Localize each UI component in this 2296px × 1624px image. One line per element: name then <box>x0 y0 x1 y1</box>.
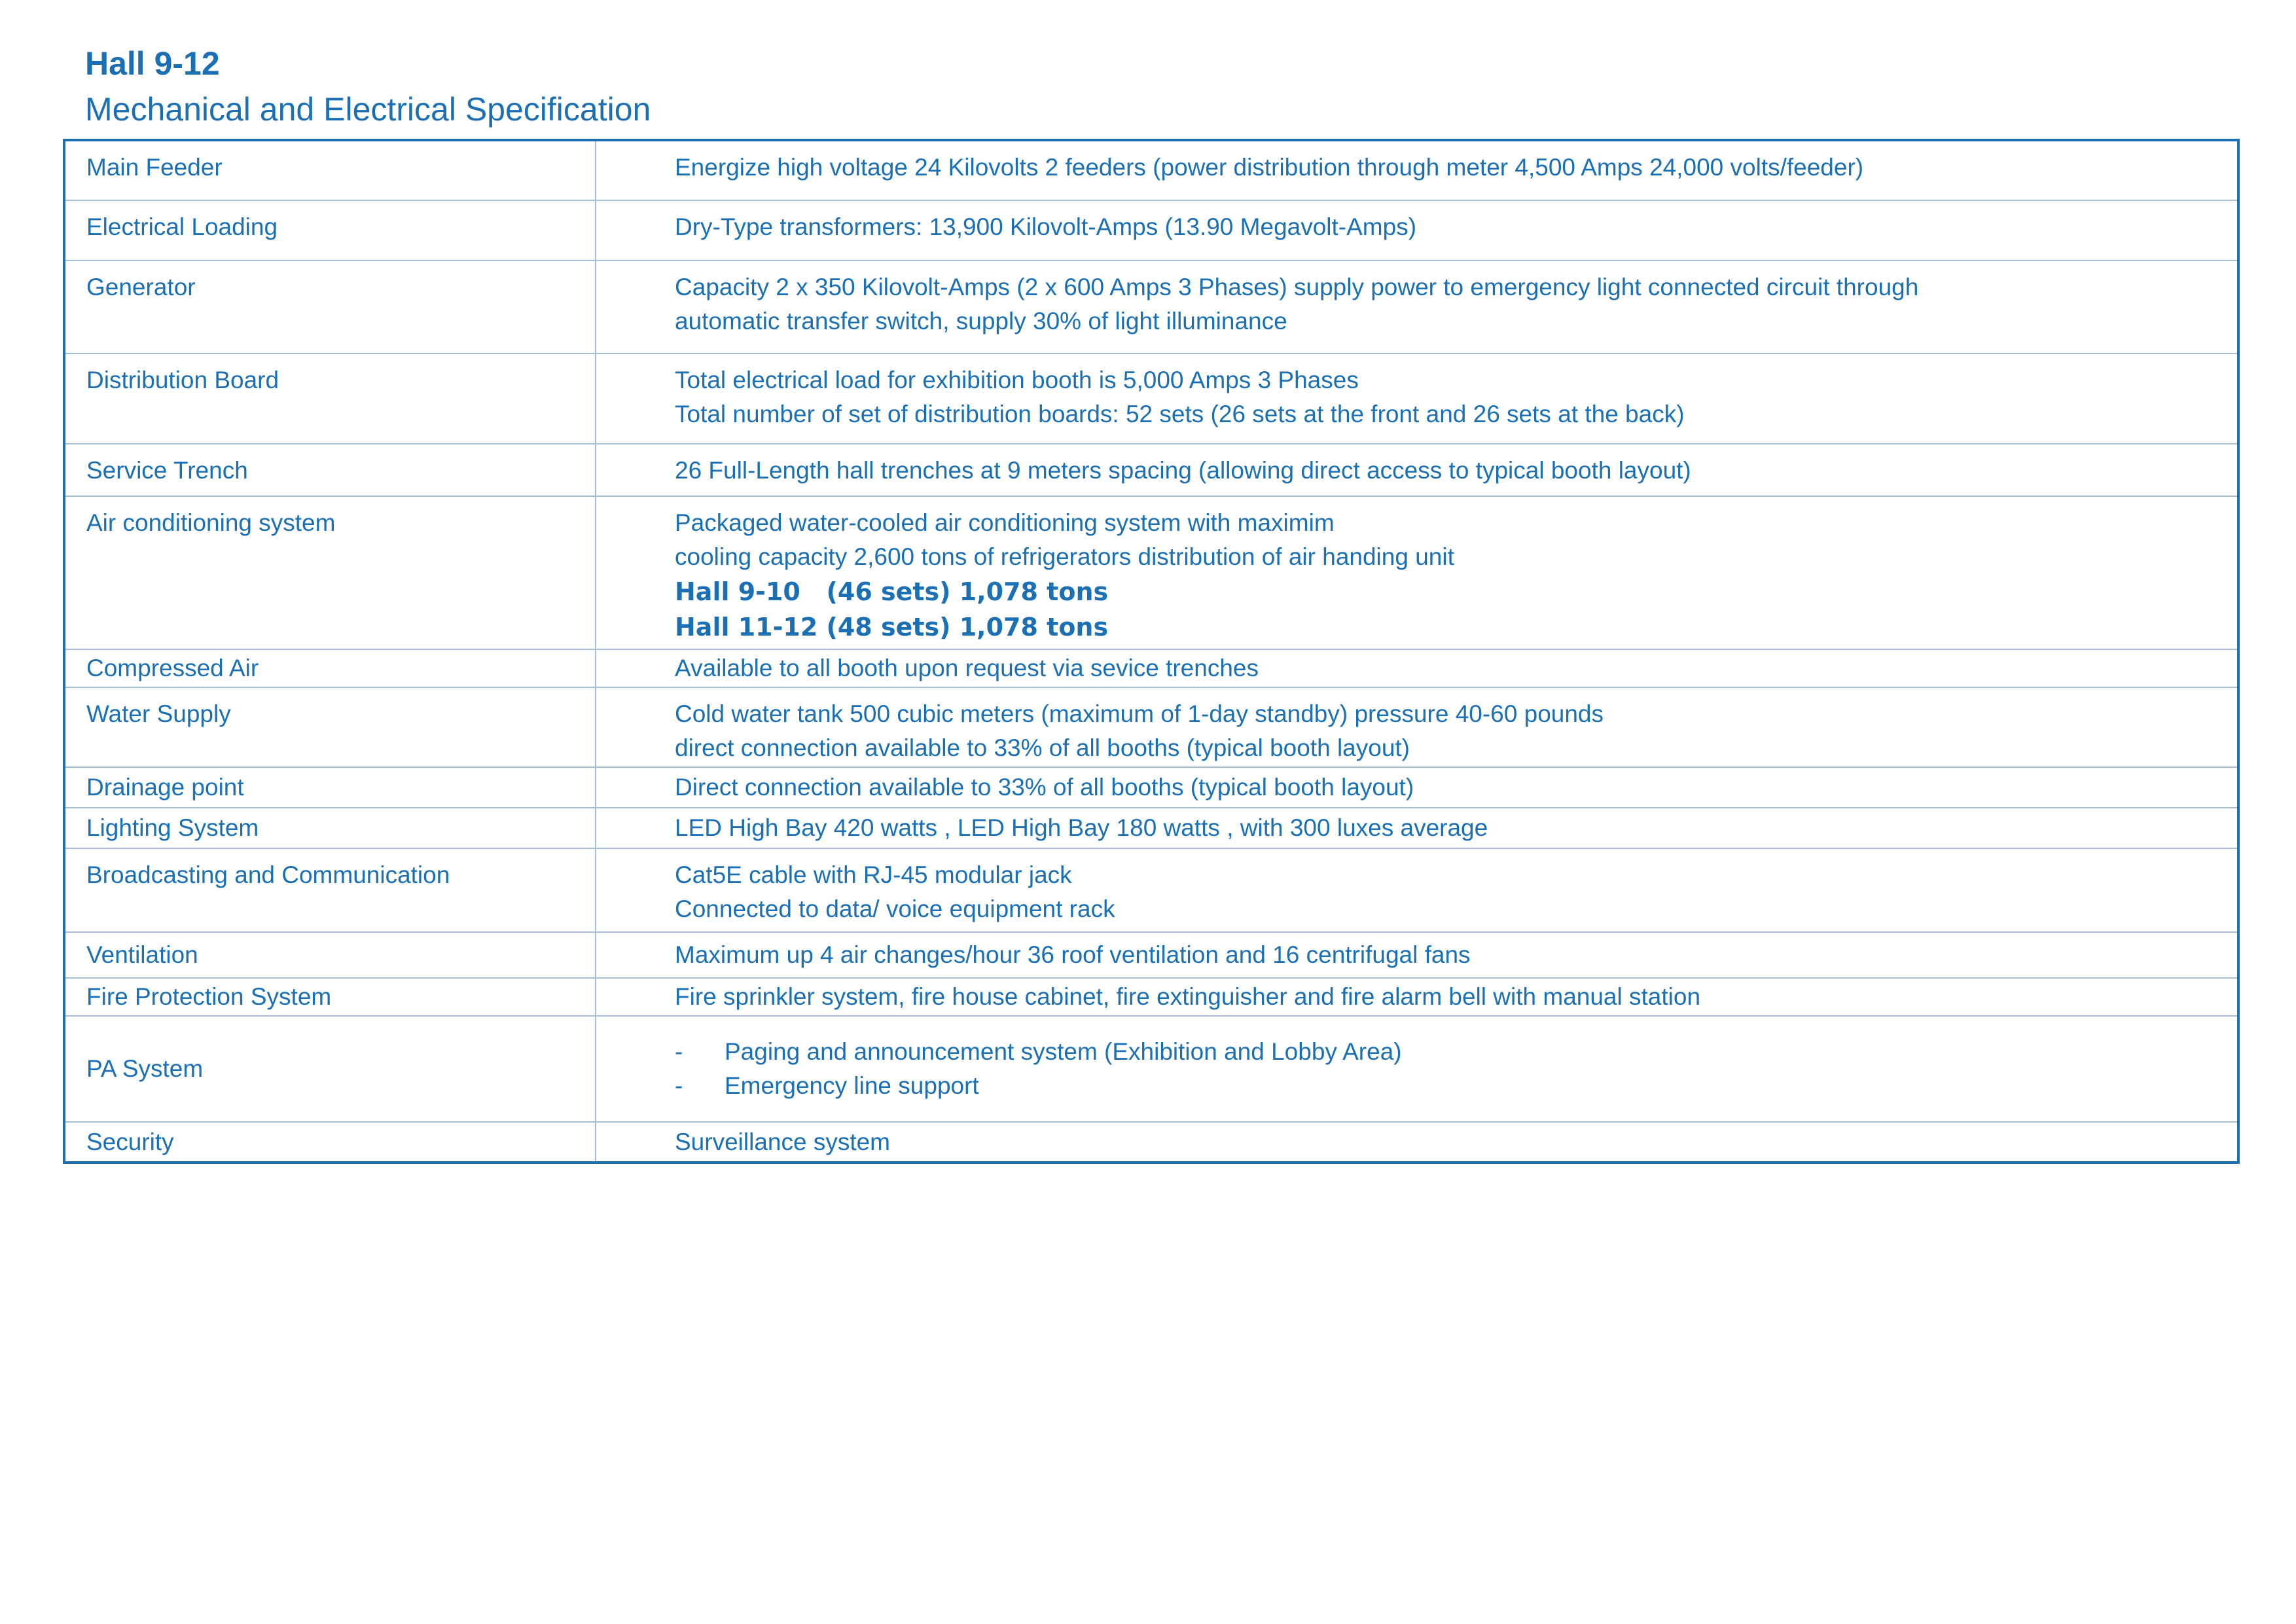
value-line: Surveillance system <box>675 1128 891 1155</box>
value-line: direct connection available to 33% of all booths (typical booth layout) <box>675 734 1410 761</box>
table-row <box>64 848 2238 932</box>
bullet-text: Emergency line support <box>725 1072 979 1099</box>
value-line-bold: Hall 9-10 (46 sets) 1,078 tons <box>675 577 1109 606</box>
dash-marker: - <box>675 1038 683 1065</box>
table-row <box>64 140 2238 200</box>
row-value <box>596 1016 2238 1122</box>
page-title: Hall 9-12 <box>85 45 220 82</box>
table-row <box>64 200 2238 261</box>
value-line: Direct connection available to 33% of all booths (typical booth layout) <box>675 774 1414 801</box>
value-line: Cat5E cable with RJ-45 modular jack <box>675 861 1072 888</box>
row-label: Main Feeder <box>64 140 596 200</box>
table-row <box>64 687 2238 767</box>
row-value <box>596 444 2238 496</box>
value-line: Connected to data/ voice equipment rack <box>675 895 1115 922</box>
table-row <box>64 496 2238 649</box>
table-row <box>64 932 2238 978</box>
row-label: Service Trench <box>64 444 596 496</box>
row-value <box>596 808 2238 848</box>
bullet-item <box>675 1035 2237 1069</box>
table-row <box>64 1016 2238 1122</box>
table-row <box>64 978 2238 1016</box>
value-line: LED High Bay 420 watts , LED High Bay 180 watts , with 300 luxes average <box>675 814 1488 841</box>
page-subtitle: Mechanical and Electrical Specification <box>85 91 651 128</box>
row-value <box>596 687 2238 767</box>
row-value <box>596 978 2238 1016</box>
table-row <box>64 1122 2238 1163</box>
row-value <box>596 932 2238 978</box>
table-row <box>64 261 2238 353</box>
value-line: cooling capacity 2,600 tons of refrigerators distribution of air handing unit <box>675 543 1454 570</box>
value-line: Fire sprinkler system, fire house cabinet, fire extinguisher and fire alarm bell with manual station <box>675 983 1701 1010</box>
value-line: Capacity 2 x 350 Kilovolt-Amps (2 x 600 Amps 3 Phases) supply power to emergency light connected circuit through <box>675 274 1919 300</box>
row-label: Electrical Loading <box>64 200 596 261</box>
bullet-item <box>675 1069 2237 1103</box>
row-value <box>596 261 2238 353</box>
row-label: Distribution Board <box>64 353 596 444</box>
value-line: Total electrical load for exhibition booth is 5,000 Amps 3 Phases <box>675 367 1359 393</box>
value-line: Dry-Type transformers: 13,900 Kilovolt-Amps (13.90 Megavolt-Amps) <box>675 213 1417 240</box>
value-line: Available to all booth upon request via sevice trenches <box>675 655 1259 681</box>
value-line-bold: Hall 11-12 (48 sets) 1,078 tons <box>675 613 1109 641</box>
row-label: Air conditioning system <box>64 496 596 649</box>
row-value <box>596 649 2238 687</box>
row-label: Drainage point <box>64 767 596 808</box>
title-block <box>85 41 651 132</box>
specification-table <box>63 139 2240 1164</box>
row-value <box>596 140 2238 200</box>
value-line: 26 Full-Length hall trenches at 9 meters spacing (allowing direct access to typical booth layout) <box>675 457 1691 484</box>
row-label: Ventilation <box>64 932 596 978</box>
table-row <box>64 649 2238 687</box>
row-value <box>596 848 2238 932</box>
value-line: Maximum up 4 air changes/hour 36 roof ventilation and 16 centrifugal fans <box>675 941 1471 968</box>
row-label: Generator <box>64 261 596 353</box>
row-label: PA System <box>64 1016 596 1122</box>
row-label: Security <box>64 1122 596 1163</box>
table-row <box>64 767 2238 808</box>
row-value <box>596 496 2238 649</box>
row-label: Lighting System <box>64 808 596 848</box>
value-line: Energize high voltage 24 Kilovolts 2 feeders (power distribution through meter 4,500 Amps 24,000 volts/feeder) <box>675 154 1864 181</box>
value-line: Packaged water-cooled air conditioning system with maximim <box>675 509 1335 536</box>
row-value <box>596 353 2238 444</box>
row-value <box>596 1122 2238 1163</box>
table-row <box>64 444 2238 496</box>
dash-marker: - <box>675 1072 683 1099</box>
row-label: Fire Protection System <box>64 978 596 1016</box>
value-line: Cold water tank 500 cubic meters (maximum of 1-day standby) pressure 40-60 pounds <box>675 700 1604 727</box>
table-row <box>64 808 2238 848</box>
value-line: automatic transfer switch, supply 30% of light illuminance <box>675 308 1287 334</box>
row-label: Broadcasting and Communication <box>64 848 596 932</box>
row-value <box>596 200 2238 261</box>
row-label: Compressed Air <box>64 649 596 687</box>
row-label: Water Supply <box>64 687 596 767</box>
table-row <box>64 353 2238 444</box>
row-value <box>596 767 2238 808</box>
value-line: Total number of set of distribution boards: 52 sets (26 sets at the front and 26 sets at the back) <box>675 401 1685 427</box>
bullet-text: Paging and announcement system (Exhibition and Lobby Area) <box>725 1038 1402 1065</box>
